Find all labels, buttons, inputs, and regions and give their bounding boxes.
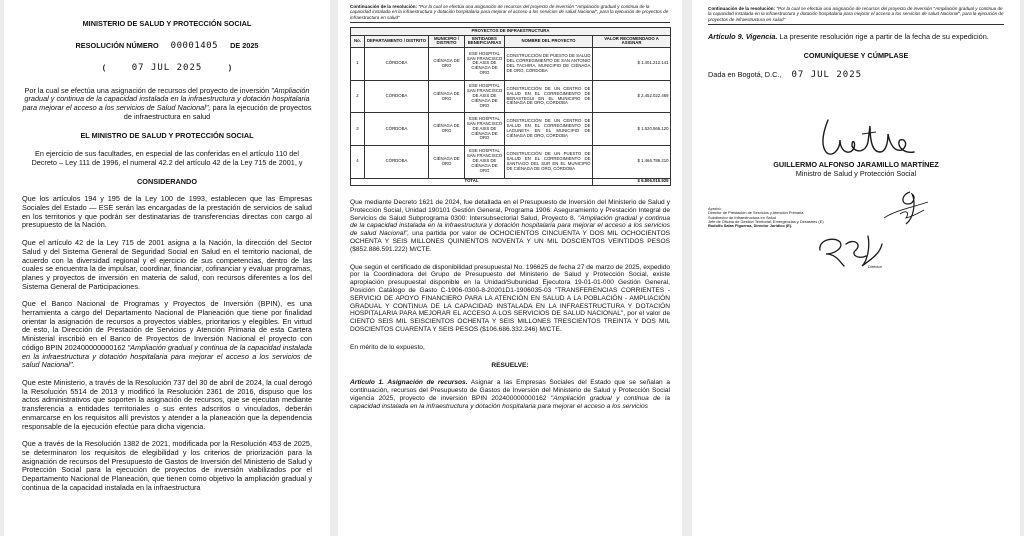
table-cell: 2 bbox=[351, 80, 365, 113]
subject-project-name: "Ampliación gradual y continua de la capacidad instalada en la infraestructura y dotación hospitalaria para mejorar el acceso a los servicios de Salud Nacional", bbox=[22, 85, 310, 113]
continuation-header bbox=[350, 4, 670, 23]
table-row bbox=[351, 113, 671, 146]
paragraph-3-text: Que el Banco Nacional de Programas y Proyectos de Inversión (BPIN), es una herramienta a cargo del Departamento Nacional de Planeación que tiene por finalidad orientar la asignación de recursos a proyectos viables, prioritarios y elegibles. En virtud de esto, la Dirección de Prestación de Servicios y Atención Primaria de esta Cartera Ministerial inscribió en el Banco de Proyectos de Inversión Nacional el proyecto con código BPIN 202400000000162 bbox=[22, 299, 312, 352]
total-value: $ 6.806.016.925 bbox=[593, 178, 671, 186]
table-row bbox=[351, 145, 671, 178]
resolution-date: 07 JUL 2025 bbox=[131, 62, 203, 73]
resolution-number-line bbox=[22, 41, 312, 51]
table-cell: CÓRDOBA bbox=[365, 145, 429, 178]
document-page-1 bbox=[4, 0, 330, 536]
table-row bbox=[351, 80, 671, 113]
decree-paragraph bbox=[350, 199, 670, 254]
table-header-row bbox=[351, 35, 671, 47]
table-cell: CONSTRUCCIÓN DE UN CENTRO DE SALUD EN EL CORREGIMIENTO DE BERASTEGUI EN EL MUNICIPIO DE CIÉNAGA DE ORO, CÓRDOBA bbox=[505, 80, 593, 113]
approval-line: Aprobó: bbox=[708, 205, 722, 211]
document-page-3 bbox=[692, 0, 1020, 536]
table-cell: CÓRDOBA bbox=[365, 113, 429, 146]
closing-formula: COMUNÍQUESE Y CÚMPLASE bbox=[803, 50, 909, 60]
signer-title: Ministro de Salud y Protección Social bbox=[795, 169, 917, 179]
table-cell: CIÉNAGA DE ORO bbox=[429, 80, 465, 113]
authority-heading: EL MINISTRO DE SALUD Y PROTECCIÓN SOCIAL bbox=[80, 130, 254, 140]
resolution-year: DE 2025 bbox=[230, 40, 259, 50]
column-header: ENTIDADES BENEFICIARIAS bbox=[465, 35, 505, 47]
table-cell: ESE HOSPITAL SAN FRANCISCO DE ASIS DE CIÉNAGA DE ORO bbox=[465, 145, 505, 178]
resolution-label: RESOLUCIÓN NÚMERO bbox=[75, 40, 159, 50]
subject-block bbox=[22, 87, 312, 122]
table-cell: $ 1.466.786.210 bbox=[593, 145, 671, 178]
article-9-label: Artículo 9. Vigencia. bbox=[708, 32, 778, 42]
director-signature bbox=[810, 230, 900, 270]
minister-signature bbox=[810, 112, 930, 168]
continuation-header bbox=[708, 6, 1004, 25]
approval-line: Rodolfo Salas Figueroa, Director Jurídico (E). bbox=[708, 223, 793, 229]
approval-line: Director de Prestación de Servicios y Atención Primaria bbox=[708, 210, 804, 216]
considering-paragraph-4: Que este Ministerio, a través de la Resolución 737 del 30 de abril de 2024, la cual derogó la Resolución 5514 de 2013 y modificó la Resolución 2361 de 2016, dispuso que los actos administrativos que soporten la asignación de recursos, que se ejecutan mediante transferencia a entidades territoriales o sus entes adscritos o vinculados, deberán enmarcarse en los requisitos allí previstos y atender a la planeación que la dependencia responsable de la ejecución efectúe para dicha vigencia. bbox=[22, 377, 312, 431]
table-cell: $ 1.401.212.141 bbox=[593, 48, 671, 81]
subject-end: para la ejecución de proyectos de infraestructura en salud bbox=[123, 103, 312, 121]
approval-line: Subdirector de Infraestructura en Salud bbox=[708, 214, 776, 220]
decree-paragraph-project-name: "Ampliación gradual y continua de la capacidad instalada en la infraestructura y dotación hospitalaria para mejorar el acceso a los servicios de salud Nacional", bbox=[350, 214, 670, 238]
table-cell: CIÉNAGA DE ORO bbox=[429, 48, 465, 81]
table-cell: 4 bbox=[351, 145, 365, 178]
faculties-paragraph: En ejercicio de sus facultades, en especial de las conferidas en el artículo 110 del Decreto – Ley 111 de 1996, el numeral 42.2 del artículo 42 de la Ley 715 de 2001, y bbox=[31, 149, 303, 167]
table-cell: ESE HOSPITAL SAN FRANCISCO DE ASIS DE CIÉNAGA DE ORO bbox=[465, 80, 505, 113]
table-cell: 3 bbox=[351, 113, 365, 146]
resolves-heading: RESUELVE: bbox=[491, 361, 529, 369]
column-header: VALOR RECOMENDADO A ASIGNAR bbox=[593, 35, 671, 47]
table-title: PROYECTOS DE INFRAESTRUCTURA bbox=[351, 28, 671, 36]
article-1-text: Asignar a las Empresas Sociales del Estado que se señalan a continuación, recursos del Presupuesto de Gastos de Inversión del Ministerio de Salud y Protección Social vigencia 2025, proyecto de inversión BPIN 202400000000162 bbox=[350, 379, 670, 402]
resolution-date-line bbox=[22, 57, 312, 75]
considering-paragraph-5: Que a través de la Resolución 1382 de 2021, modificada por la Resolución 453 de 2025, se determinaron los requisitos de elegibilidad y los criterios de priorización para la asignación de recursos del Presupuesto de Gastos de Inversión del Ministerio de Salud y Protección Social para la ejecución de proyectos de inversión viabilizados por el Departamento Nacional de Planeación, que tienen como objetivo la ampliación gradual y continua de la capacidad instalada en la infraestructura bbox=[22, 439, 312, 492]
document-page-2 bbox=[338, 0, 682, 536]
signing-date: 07 JUL 2025 bbox=[791, 69, 863, 80]
considering-paragraph-3 bbox=[22, 300, 312, 370]
article-9-paragraph bbox=[708, 33, 1004, 42]
table-cell: $ 1.520.566.120 bbox=[593, 113, 671, 146]
approval-initials bbox=[880, 188, 940, 228]
table-cell: CONSTRUCCIÓN DE UN CENTRO DE SALUD EN EL CORREGIMIENTO DE LAGUNETA EN EL MUNICIPIO DE CIÉNAGA DE ORO, CÓRDOBA bbox=[505, 113, 593, 146]
table-cell: ESE HOSPITAL SAN FRANCISCO DE ASIS DE CIÉNAGA DE ORO bbox=[465, 113, 505, 146]
decree-paragraph-start: Que mediante Decreto 1621 de 2024, fue detallada en el Presupuesto de Inversión del Ministerio de Salud y Protección Social, Unidad 190101 Gestión General, Programa 1906: Aseguramiento y Prestación Integral de Servicios de Salud Subprograma 0300: Intersubsectorial Salud, Proyecto 8. bbox=[350, 199, 670, 222]
signer-name: GUILLERMO ALFONSO JARAMILLO MARTÍNEZ bbox=[773, 160, 939, 170]
infrastructure-projects-table bbox=[350, 27, 671, 186]
table-total-row bbox=[351, 178, 671, 186]
considering-paragraph-2: Que el artículo 42 de la Ley 715 de 2001 asigna a la Nación, la dirección del Sector Salud y del Sistema General de Seguridad Social en Salud en el territorio nacional, de acuerdo con la diversidad regional y el ejercicio de sus competencias, dentro de las cuales se encuentra la de impulsar, coordinar, financiar, cofinanciar y evaluar programas, planes y proyectos de inversión en materia de salud, con recursos diferentes a los del Sistema General de Participaciones. bbox=[22, 238, 312, 291]
table-cell: CONSTRUCCIÓN DE UN PUESTO DE SALUD EN EL CORREGIMIENTO DE SANTIAGO DEL SUR EN EL MUNICIPIO DE CIÉNAGA DE ORO, CÓRDOBA bbox=[505, 145, 593, 178]
column-header: MUNICIPIO / DISTRITO bbox=[429, 35, 465, 47]
director-initials-label: Director bbox=[868, 264, 883, 269]
subject-intro: Por la cual se efectúa una asignación de recursos del proyecto de inversión bbox=[24, 85, 270, 95]
article-1-label: Artículo 1. Asignación de recursos. bbox=[350, 379, 468, 387]
budget-certificate-paragraph: Que según el certificado de disponibilidad presupuestal No. 196625 de fecha 27 de marzo de 2025, expedido por la Coordinadora del Grupo de Presupuesto del Ministerio de Salud y Protección Social, existe apropiación presupuestal disponible en la Unidad/Subunidad Ejecutora 19-01-01-000 Gestión General, Posición Catálogo de Gasto C-1906-0300-8-20201D1-1906035-03 "TRANSFERENCIAS CORRIENTES - SERVICIO DE APOYO FINANCIERO PARA LA ATENCIÓN EN SALUD A LA POBLACIÓN - AMPLIACIÓN GRADUAL Y CONTINUA DE LA CAPACIDAD INSTALADA EN LA INFRAESTRUCTURA Y DOTACIÓN HOSPITALARIA PARA MEJORAR EL ACCESO A LOS SERVICIOS DE SALUD NACIONAL", por el valor de CIENTO SEIS MIL SEISCIENTOS OCHENTA Y SEIS MILLONES TRESCIENTOS TREINTA Y DOS MIL DOSCIENTOS CUARENTA Y SEIS PESOS ($106.686.332.246) M/CTE. bbox=[350, 263, 670, 333]
table-cell: CÓRDOBA bbox=[365, 48, 429, 81]
table-cell: CÓRDOBA bbox=[365, 80, 429, 113]
ministry-heading: MINISTERIO DE SALUD Y PROTECCIÓN SOCIAL bbox=[82, 19, 252, 28]
table-cell: CONSTRUCCIÓN DE PUESTO DE SALUD DEL CORREGIMIENTO DE SAN ANTONIO DEL TACHIRA, MUNICIPIO DE CIÉNAGA DE ORO, CÓRDOBA bbox=[505, 48, 593, 81]
article-1-project-name: "Ampliación gradual y continua de la capacidad instalada en la infraestructura y dotación hospitalaria para mejorar el acceso a los servicios bbox=[350, 394, 670, 410]
table-cell: 1 bbox=[351, 48, 365, 81]
continuation-text: "Por la cual se efectúa una asignación de recursos del proyecto de inversión "Ampliación gradual y continua de la capacidad instalada en la infraestructura y dotación hospitalaria para mejorar el acceso a los servicios de salud Nacional", para la ejecución de proyectos de infraestructura en salud" bbox=[350, 4, 669, 20]
considering-heading: CONSIDERANDO bbox=[137, 176, 197, 186]
column-header: No. bbox=[351, 35, 365, 47]
continuation-text: "Por la cual se efectúa una asignación de recursos del proyecto de inversión "Ampliación gradual y continua de la capacidad instalada en la infraestructura y dotación hospitalaria para mejorar el acceso a los servicios de salud Nacional", para la ejecución de proyectos de infraestructura en salud" bbox=[708, 6, 1004, 22]
approvals-block bbox=[708, 207, 908, 229]
approval-line: Jefe de Oficina de Gestión Territorial, Emergencias y Desastres (E) bbox=[708, 218, 824, 224]
article-9-text: La presente resolución rige a partir de la fecha de su expedición. bbox=[779, 32, 989, 42]
table-row bbox=[351, 48, 671, 81]
table-cell: $ 2.452.022.469 bbox=[593, 80, 671, 113]
table-cell: ESE HOSPITAL SAN FRANCISCO DE ASIS DE CIÉNAGA DE ORO bbox=[465, 48, 505, 81]
total-label: TOTAL bbox=[351, 178, 593, 186]
continuation-label: Continuación de la resolución: bbox=[350, 4, 418, 9]
date-close-paren: ) bbox=[228, 62, 232, 72]
place-label: Dada en Bogotá, D.C., bbox=[708, 69, 782, 79]
article-1-paragraph bbox=[350, 379, 670, 410]
column-header: DEPARTAMENTO / DISTRITO bbox=[365, 35, 429, 47]
resolution-number: 00001405 bbox=[170, 40, 219, 51]
decree-paragraph-end: una partida por valor de OCHOCIENTOS CINCUENTA Y DOS MIL OCHOCIENTOS OCHENTA Y SEIS MILLONES QUINIENTOS NOVENTA Y UN MIL DOSCIENTOS VEINTIDOS PESOS ($852.886.591.222) M/CTE. bbox=[350, 230, 670, 253]
table-cell: CIÉNAGA DE ORO bbox=[429, 113, 465, 146]
date-open-paren: ( bbox=[102, 62, 106, 72]
place-date-line bbox=[708, 71, 1004, 80]
merit-paragraph: En mérito de lo expuesto, bbox=[350, 343, 425, 351]
continuation-label: Continuación de la resolución: bbox=[708, 6, 776, 11]
table-cell: CIÉNAGA DE ORO bbox=[429, 145, 465, 178]
column-header: NOMBRE DEL PROYECTO bbox=[505, 35, 593, 47]
paragraph-3-project-name: "Ampliación gradual y continua de la capacidad instalada en la infraestructura y dotación hospitalaria para mejorar el acceso a los servicios de salud Nacional". bbox=[22, 342, 312, 370]
considering-paragraph-1: Que los artículos 194 y 195 de la Ley 100 de 1993, establecen que las Empresas Sociales del Estado — ESE serán las encargadas de la prestación de servicios de salud en los territorios y que podrán ser destinatarias de transferencias directas con cargo al presupuesto de la Nación. bbox=[22, 194, 312, 230]
